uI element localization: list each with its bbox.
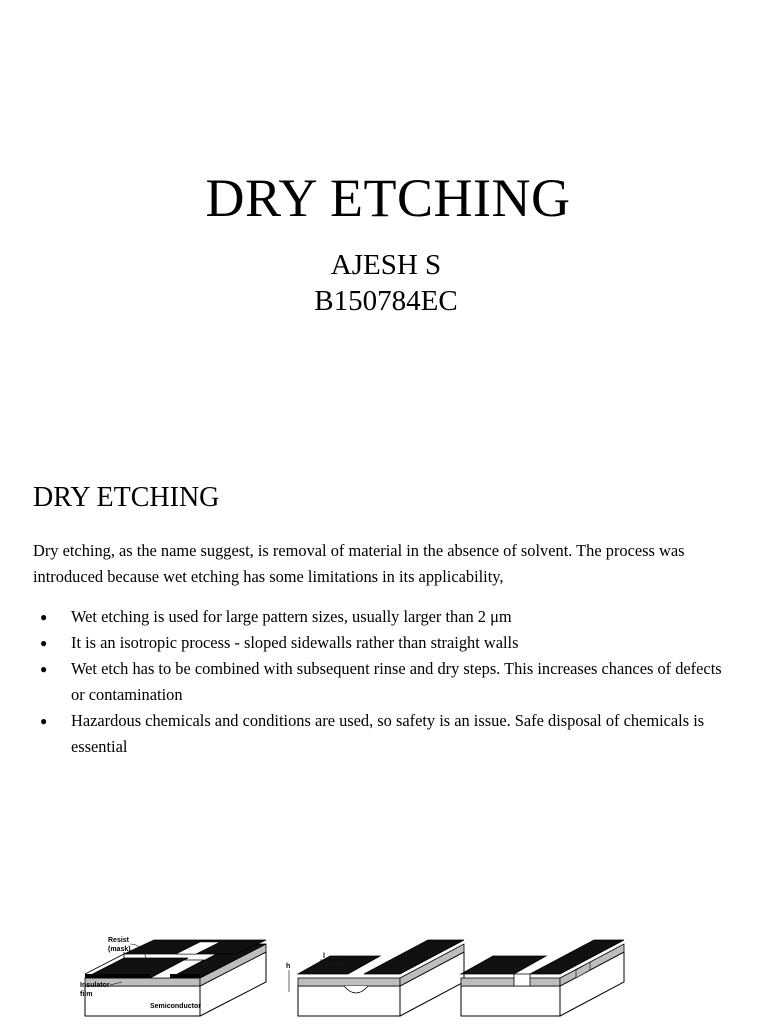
list-item-text: It is an isotropic process - sloped sidewalls rather than straight walls: [71, 633, 519, 652]
label-insulator: Insulator: [80, 982, 110, 989]
etch-block-isotropic: [298, 940, 464, 1016]
list-item: [33, 604, 733, 630]
roll-number: B150784EC: [314, 285, 458, 317]
label-film: film: [80, 991, 93, 998]
bullet-icon: ●: [40, 662, 48, 676]
list-item: [33, 630, 733, 656]
etch-profile-figure: [80, 930, 720, 1024]
etch-block-anisotropic: [461, 940, 624, 1016]
list-item: [33, 656, 733, 708]
list-item-text: Hazardous chemicals and conditions are used, so safety is an issue. Safe disposal of chemicals is essential: [71, 711, 705, 756]
label-resist: Resist: [108, 937, 130, 944]
list-item: [33, 708, 733, 760]
list-item-text: Wet etching is used for large pattern sizes, usually larger than 2 μm: [71, 607, 512, 626]
list-item-text: Wet etch has to be combined with subsequent rinse and dry steps. This increases chances of defects or contamination: [71, 659, 722, 704]
label-mask: (mask): [108, 946, 131, 953]
label-l: l: [323, 953, 325, 960]
intro-paragraph: Dry etching, as the name suggest, is removal of material in the absence of solvent. The process was introduced because wet etching has some limitations in its applicability,: [33, 541, 685, 586]
content-slide: [0, 440, 768, 1024]
bullet-icon: ●: [40, 610, 48, 624]
label-semiconductor: Semiconductor: [150, 1003, 201, 1010]
limitations-list: [33, 604, 733, 760]
bullet-icon: ●: [40, 636, 48, 650]
section-heading: DRY ETCHING: [33, 482, 220, 513]
slide-title: DRY ETCHING: [205, 168, 571, 228]
etch-profile-diagram: [80, 930, 720, 1024]
author-name: AJESH S: [330, 249, 442, 281]
label-h: h: [286, 963, 291, 970]
bullet-icon: ●: [40, 714, 48, 728]
title-slide: [0, 0, 768, 440]
